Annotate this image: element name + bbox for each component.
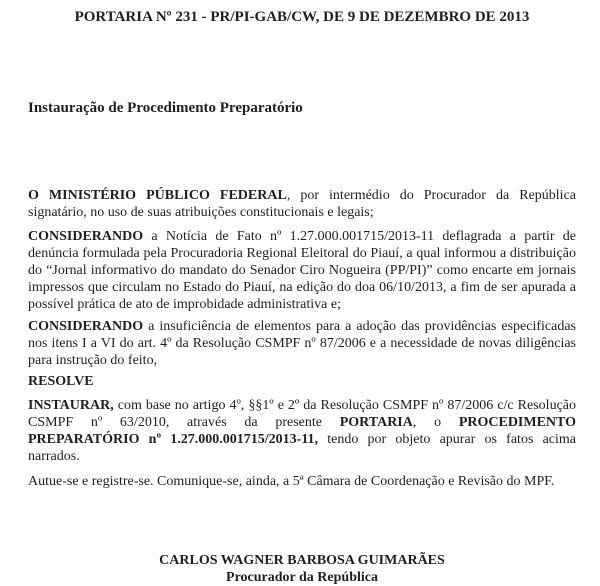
instaurar-procedimento: PROCEDIMENTO PREPARATÓRIO nº 1.27.000.001715/2013-11, bbox=[28, 415, 577, 447]
instaurar-portaria: PORTARIA bbox=[339, 415, 413, 430]
document-title: PORTARIA Nº 231 - PR/PI-GAB/CW, DE 9 DE DEZEMBRO DE 2013 bbox=[74, 9, 530, 25]
preamble-text: , por intermédio do Procurador da República signatário, no uso de suas atribuições constitucionais e legais; bbox=[28, 188, 577, 220]
signature-block bbox=[28, 552, 576, 586]
closing-paragraph: Autue-se e registre-se. Comunique-se, ainda, a 5ª Câmara de Coordenação e Revisão do MPF. bbox=[28, 474, 555, 489]
instaurar-text-2: , o bbox=[412, 415, 459, 430]
signature-name: CARLOS WAGNER BARBOSA GUIMARÃES bbox=[159, 553, 445, 568]
considerando-2-paragraph bbox=[28, 318, 576, 369]
considerando-1-paragraph bbox=[28, 228, 576, 313]
preamble-lead: O MINISTÉRIO PÚBLICO FEDERAL bbox=[28, 188, 287, 203]
preamble-paragraph bbox=[28, 187, 576, 221]
instaurar-text-1: com base no artigo 4º, §§1º e 2º da Resolução CSMPF nº 87/2006 c/c Resolução CSMPF nº 63/2010, através da presente bbox=[28, 398, 576, 430]
instaurar-paragraph bbox=[28, 397, 576, 465]
considerando-1-text: a Notícia de Fato nº 1.27.000.001715/2013-11 deflagrada a partir de denúncia formulada pela Procuradoria Regional Eleitoral do Piauí, a qual informou a distribuição do “Jornal informativo do mandato do Senador Ciro Nogueira (PP/PI)” como encarte em jornais impressos que circulam no Estado do Piauí, na edição do doa 06/10/2013, a fim de ser apurada a possível prática de ato de improbidade administrativa e; bbox=[28, 229, 576, 312]
instaurar-text-3: tendo por objeto apurar os fatos acima narrados. bbox=[28, 432, 577, 464]
considerando-2-lead: CONSIDERANDO bbox=[28, 319, 144, 334]
signature-role: Procurador da República bbox=[226, 570, 378, 585]
considerando-1-lead: CONSIDERANDO bbox=[28, 229, 144, 244]
instaurar-lead: INSTAURAR, bbox=[28, 398, 114, 413]
considerando-2-text: a insuficiência de elementos para a adoção das providências especificadas nos itens I a VI do art. 4º da Resolução CSMPF nº 87/2006 e a necessidade de novas diligências para instrução do feito, bbox=[28, 319, 576, 368]
document-subject: Instauração de Procedimento Preparatório bbox=[28, 100, 303, 116]
resolve-heading: RESOLVE bbox=[28, 374, 94, 389]
